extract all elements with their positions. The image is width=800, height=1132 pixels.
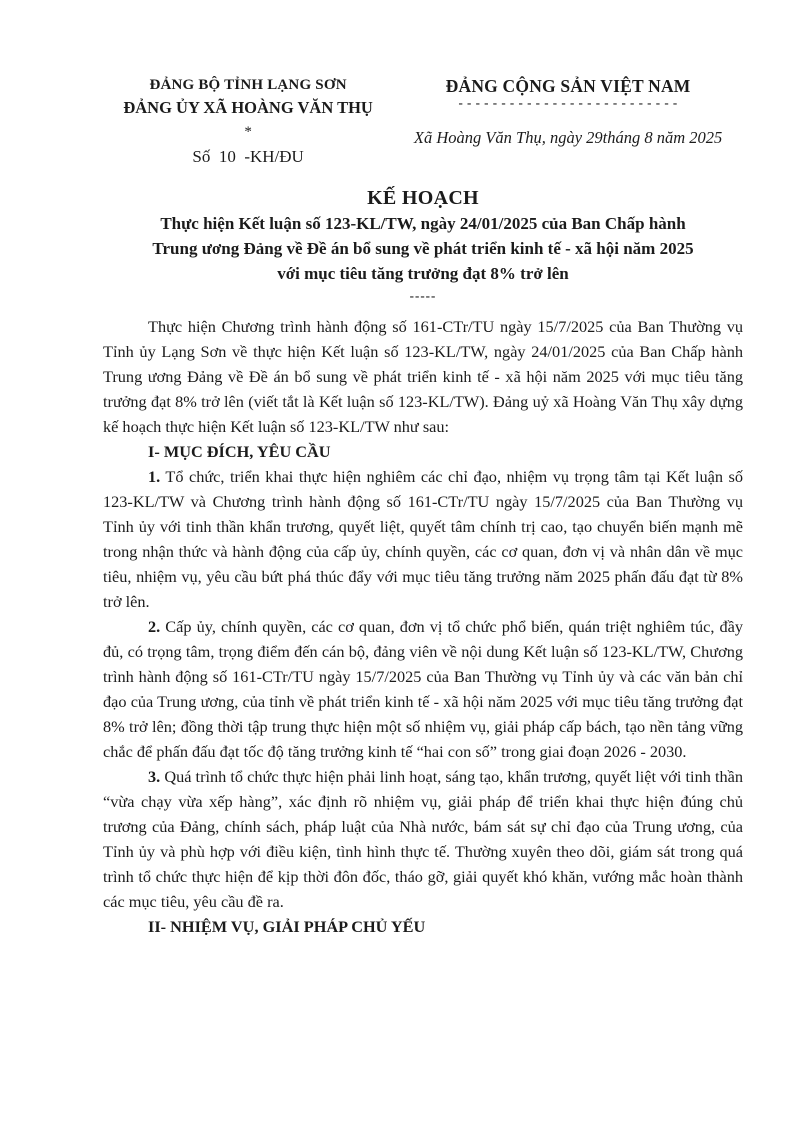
document-number: Số 10 -KH/ĐU: [192, 147, 304, 166]
intro-paragraph: Thực hiện Chương trình hành động số 161-CTr/TU ngày 15/7/2025 của Ban Thường vụ Tỉnh ủy Lạng Sơn về thực hiện Kết luận số 123-KL/TW, ngày 24/01/2025 của Ban Chấp hành Trung ương Đảng về Đề án bổ sung về phát triển kinh tế - xã hội năm 2025 với mục tiêu tăng trưởng đạt 8% trở lên (viết tắt là Kết luận số 123-KL/TW). Đảng uỷ xã Hoàng Văn Thụ xây dựng kế hoạch thực hiện Kết luận số 123-KL/TW như sau:: [103, 317, 743, 436]
document-header: [103, 74, 743, 168]
document-body: [103, 314, 743, 939]
dashed-separator: - - - - - - - - - - - - - - - - - - - - - - - - - -: [458, 95, 678, 110]
title-block: [103, 185, 743, 304]
parent-org-line: ĐẢNG BỘ TỈNH LẠNG SƠN: [149, 77, 347, 93]
section-2-heading: II- NHIỆM VỤ, GIẢI PHÁP CHỦ YẾU: [148, 917, 426, 936]
document-type-title: KẾ HOẠCH: [367, 187, 479, 209]
item-2-text: Cấp ủy, chính quyền, các cơ quan, đơn vị tổ chức phổ biến, quán triệt nghiêm túc, đầy đủ, có trọng tâm, trọng điểm đến cán bộ, đảng viên về nội dung Kết luận số 123-KL/TW, Chương trình hành động số 161-CTr/TU ngày 15/7/2025 của Ban Thường vụ Tỉnh ủy và các văn bản chỉ đạo của Trung ương, của tỉnh về phát triển kinh tế - xã hội năm 2025 với mục tiêu tăng trưởng đạt 8% trở lên; đồng thời tập trung thực hiện một số nhiệm vụ, giải pháp cấp bách, tạo nền tảng vững chắc để phấn đấu đạt tốc độ tăng trưởng kinh tế “hai con số” trong giai đoạn 2026 - 2030.: [103, 617, 743, 761]
issuing-org-line: ĐẢNG ỦY XÃ HOÀNG VĂN THỤ: [123, 98, 373, 117]
item-2-paragraph: [103, 614, 743, 764]
star-separator: *: [244, 124, 252, 140]
party-name-line: ĐẢNG CỘNG SẢN VIỆT NAM: [445, 76, 691, 96]
item-3-number: 3.: [148, 767, 161, 786]
document-subtitle-line-1: Thực hiện Kết luận số 123-KL/TW, ngày 24/01/2025 của Ban Chấp hành: [160, 214, 686, 233]
issuing-authority-block: [103, 74, 393, 168]
national-header-block: [393, 74, 743, 148]
item-1-paragraph: [103, 464, 743, 614]
item-2-number: 2.: [148, 617, 161, 636]
document-subtitle-line-2: Trung ương Đảng về Đề án bổ sung về phát triển kinh tế - xã hội năm 2025: [152, 239, 694, 258]
title-separator: -----: [409, 288, 437, 303]
section-1-heading: I- MỤC ĐÍCH, YÊU CẦU: [148, 442, 331, 461]
item-1-number: 1.: [148, 467, 161, 486]
item-3-paragraph: [103, 764, 743, 914]
item-1-text: Tổ chức, triển khai thực hiện nghiêm các chỉ đạo, nhiệm vụ trọng tâm tại Kết luận số 123-KL/TW và Chương trình hành động số 161-CTr/TU ngày 15/7/2025 của Ban Thường vụ Tỉnh ủy với tinh thần khẩn trương, quyết liệt, quyết tâm chính trị cao, tạo chuyển biến mạnh mẽ trong nhận thức và hành động của cấp ủy, chính quyền, các cơ quan, đơn vị và nhân dân về mục tiêu, nhiệm vụ, yêu cầu bứt phá thúc đẩy với mục tiêu tăng trưởng năm 2025 phấn đấu đạt từ 8% trở lên.: [103, 467, 743, 611]
document-subtitle-line-3: với mục tiêu tăng trưởng đạt 8% trở lên: [277, 264, 569, 283]
item-3-text: Quá trình tổ chức thực hiện phải linh hoạt, sáng tạo, khẩn trương, quyết liệt với tinh thần “vừa chạy vừa xếp hàng”, xác định rõ nhiệm vụ, giải pháp để triển khai thực hiện đúng chủ trương của Đảng, chính sách, pháp luật của Nhà nước, bám sát sự chỉ đạo của Trung ương, của Tỉnh ủy và phù hợp với điều kiện, tình hình thực tế. Thường xuyên theo dõi, giám sát trong quá trình tổ chức thực hiện để kịp thời đôn đốc, tháo gỡ, giải quyết khó khăn, vướng mắc hoàn thành các mục tiêu, yêu cầu đề ra.: [103, 767, 743, 911]
place-date-line: Xã Hoàng Văn Thụ, ngày 29tháng 8 năm 2025: [413, 128, 723, 147]
